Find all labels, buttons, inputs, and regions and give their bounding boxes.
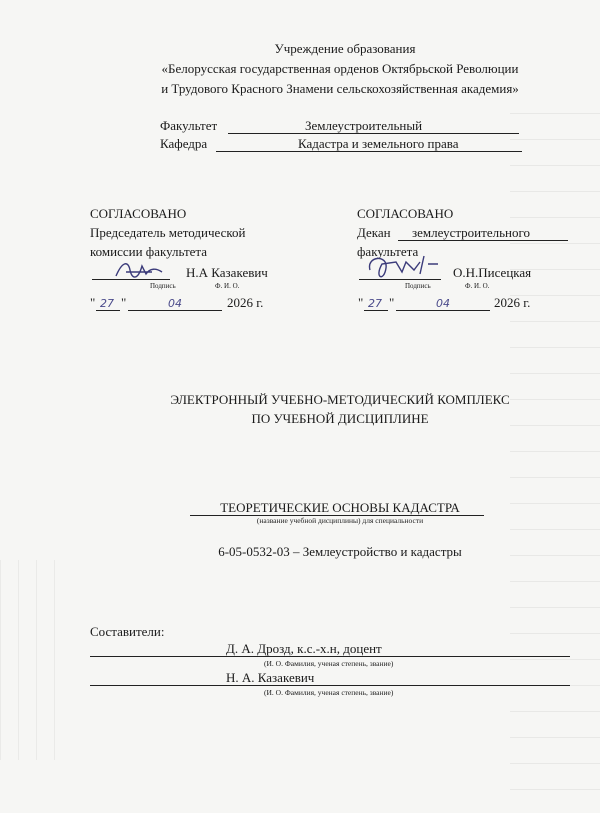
left-caption-signature: Подпись — [150, 282, 176, 290]
bleed-through-artifact-left — [0, 560, 60, 760]
author-1-caption: (И. О. Фамилия, ученая степень, звание) — [264, 659, 394, 668]
left-approver-name: Н.А Казакевич — [186, 265, 268, 280]
left-date-year: 2026 г. — [227, 295, 264, 310]
header-line-1: Учреждение образования — [274, 41, 416, 56]
discipline-caption: (название учебной дисциплины) для специальности — [256, 516, 424, 525]
header-line-2: «Белорусская государственная орденов Октябрьской Революции — [161, 61, 519, 76]
faculty-value: Землеустроительный — [305, 118, 423, 133]
left-caption-fio: Ф. И. О. — [215, 282, 240, 290]
author-2-caption: (И. О. Фамилия, ученая степень, звание) — [264, 688, 394, 697]
right-caption-signature: Подпись — [405, 282, 431, 290]
complex-title-line-1: ЭЛЕКТРОННЫЙ УЧЕБНО-МЕТОДИЧЕСКИЙ КОМПЛЕКС — [170, 392, 510, 407]
right-date-month: 04 — [436, 297, 450, 310]
complex-title-line-2: ПО УЧЕБНОЙ ДИСЦИПЛИНЕ — [251, 411, 429, 426]
right-approver-name: О.Н.Писецкая — [453, 265, 532, 280]
left-approval-title: СОГЛАСОВАНО — [90, 206, 187, 221]
left-signature-image — [112, 256, 172, 284]
left-date-quote-open: " — [90, 295, 96, 310]
left-approval-line-1: Председатель методической — [90, 225, 246, 240]
author-2: Н. А. Казакевич — [226, 670, 315, 685]
department-label: Кафедра — [160, 136, 208, 151]
left-day-underline — [96, 310, 120, 311]
right-dean-label: Декан — [357, 225, 391, 240]
specialty: 6-05-0532-03 – Землеустройство и кадастры — [218, 544, 462, 559]
left-date-day: 27 — [100, 297, 114, 310]
authors-label: Составители: — [90, 624, 165, 639]
left-approval-line-2: комиссии факультета — [90, 244, 208, 259]
right-month-underline — [396, 310, 490, 311]
left-date-quote-close: " — [121, 295, 127, 310]
right-date-quote-close: " — [389, 295, 395, 310]
right-signature-image — [362, 252, 442, 282]
discipline-name: ТЕОРЕТИЧЕСКИЕ ОСНОВЫ КАДАСТРА — [220, 500, 460, 515]
header-line-3: и Трудового Красного Знамени сельскохозяйственная академия» — [161, 81, 519, 96]
right-dean-value: землеустроительного — [412, 225, 530, 240]
right-date-quote-open: " — [358, 295, 364, 310]
right-date-year: 2026 г. — [494, 295, 531, 310]
faculty-label: Факультет — [160, 118, 218, 133]
right-day-underline — [364, 310, 388, 311]
left-date-month: 04 — [168, 297, 182, 310]
left-month-underline — [128, 310, 222, 311]
author-2-underline — [90, 685, 570, 686]
right-caption-fio: Ф. И. О. — [465, 282, 490, 290]
department-value: Кадастра и земельного права — [298, 136, 459, 151]
author-1: Д. А. Дрозд, к.с.-х.н, доцент — [226, 641, 382, 656]
right-approval-title: СОГЛАСОВАНО — [357, 206, 454, 221]
right-date-day: 27 — [368, 297, 382, 310]
right-approval-line-2: факультета — [357, 244, 419, 259]
